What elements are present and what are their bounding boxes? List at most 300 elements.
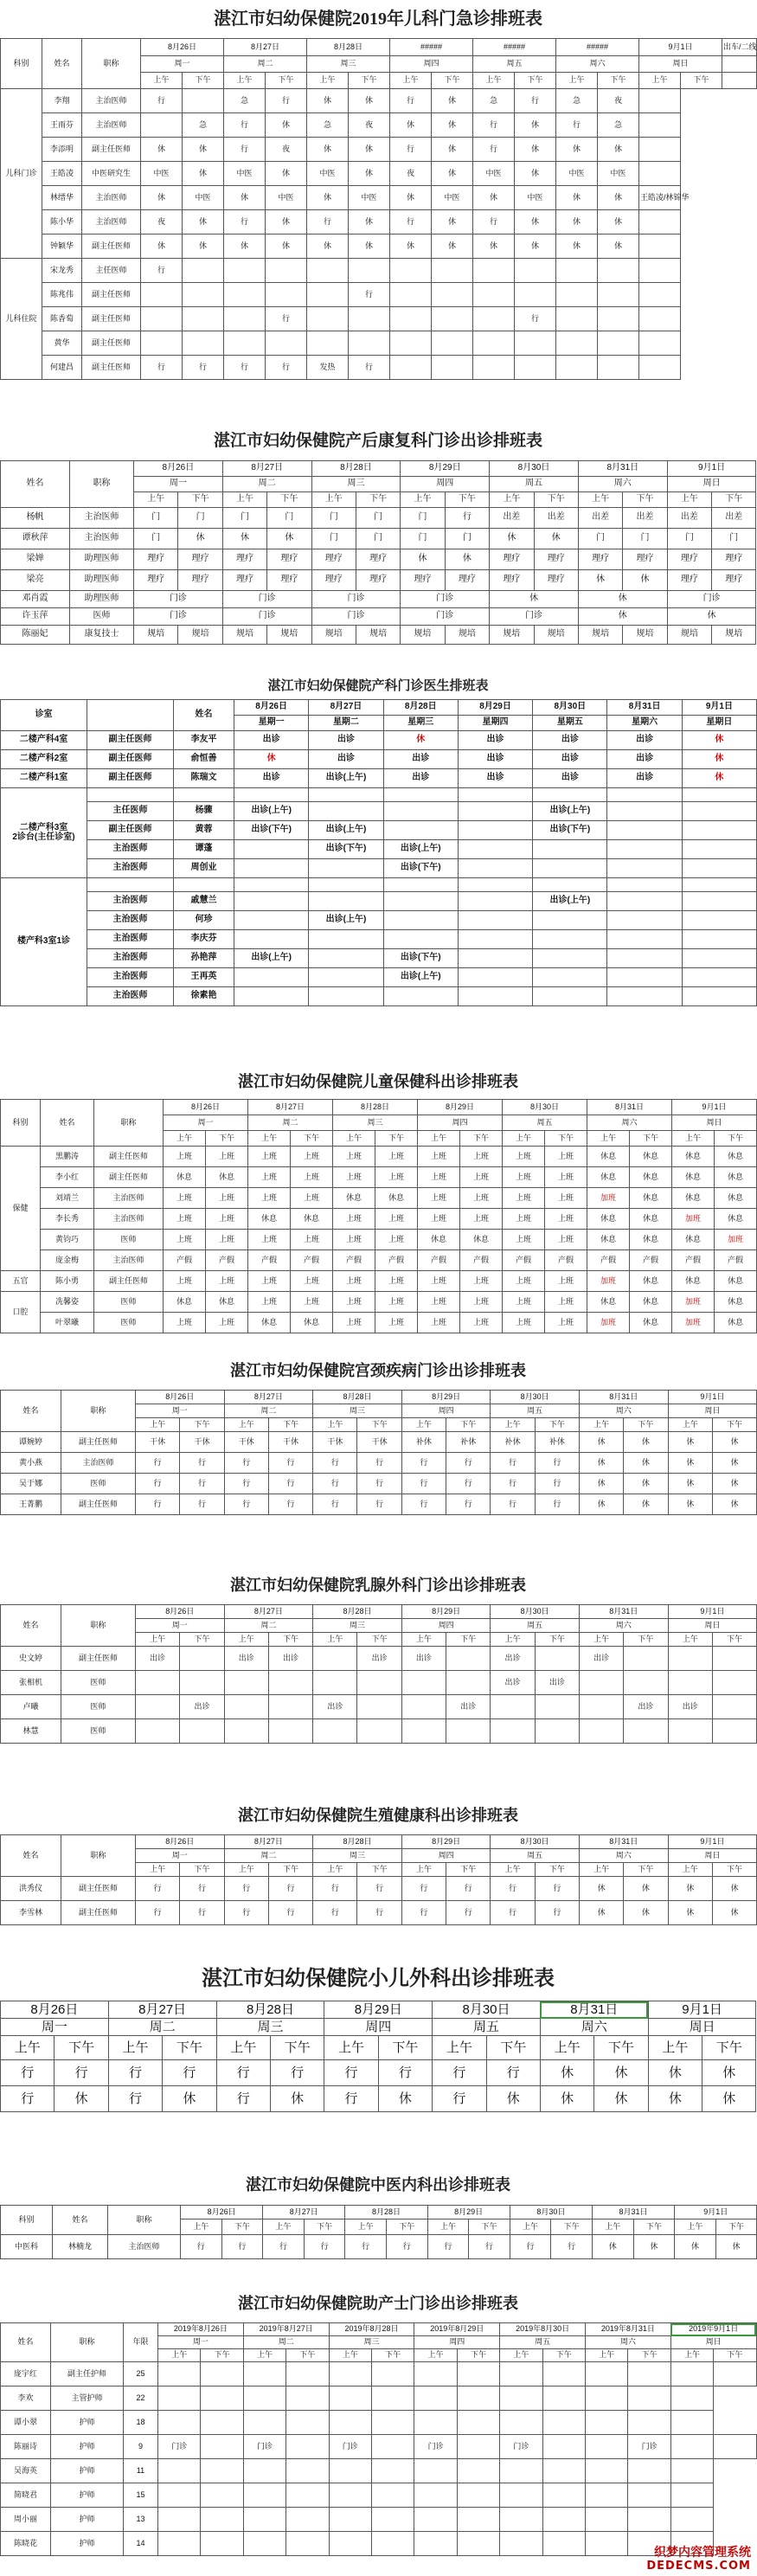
schedule-cell (234, 892, 309, 911)
cell (87, 878, 174, 892)
schedule-cell (234, 930, 309, 949)
schedule-cell: 行 (313, 1494, 357, 1515)
site-watermark (646, 2547, 751, 2573)
schedule-cell: 休 (307, 89, 349, 113)
col-header: 姓名 (1, 1835, 61, 1877)
schedule-cell: 门 (667, 529, 711, 549)
child-health-schedule-title: 湛江市妇幼保健院儿童保健科出诊排班表 (238, 1073, 518, 1090)
col-header: 姓名 (1, 1391, 61, 1432)
schedule-cell: 休 (141, 234, 183, 259)
schedule-cell (329, 2532, 371, 2556)
schedule-cell: 上班 (375, 1209, 418, 1230)
half-day-header: 下午 (457, 2349, 499, 2362)
schedule-cell (670, 2483, 713, 2508)
table-row (1, 356, 757, 380)
name-cell: 黑鹏涛 (41, 1147, 94, 1167)
schedule-cell: 上班 (503, 1167, 545, 1188)
name-cell: 李长秀 (41, 1209, 94, 1230)
schedule-cell: 行 (181, 2235, 222, 2259)
date-header: 8月27日 (224, 1605, 313, 1619)
half-day-header: 下午 (446, 1863, 491, 1877)
schedule-cell (309, 968, 383, 987)
title-cell: 副主任医师 (94, 1271, 164, 1292)
col-header: 职称 (82, 39, 141, 89)
schedule-cell: 行 (307, 210, 349, 234)
schedule-cell: 出诊(上午) (309, 911, 383, 930)
breast-schedule-title: 湛江市妇幼保健院乳腺外科门诊出诊排班表 (230, 1577, 526, 1594)
room-cell: 楼产科3室1诊 (1, 878, 87, 1006)
title-cell: 主治医师 (94, 1188, 164, 1209)
weekday-header: 周二 (224, 1619, 313, 1633)
schedule-cell: 出差 (534, 508, 578, 529)
schedule-cell (670, 2411, 713, 2435)
date-header: 8月30日 (533, 700, 607, 716)
table-row (1, 1901, 757, 1925)
schedule-cell: 出诊 (401, 1647, 446, 1671)
table-row (1, 802, 757, 821)
date-header: 8月29日 (401, 1605, 491, 1619)
title-cell: 护师 (51, 2459, 124, 2483)
half-day-header: 下午 (375, 1131, 418, 1147)
schedule-cell: 休息 (630, 1313, 672, 1333)
name-cell: 叶翠曦 (41, 1313, 94, 1333)
schedule-cell (141, 331, 183, 356)
weekday-header: 周一 (1, 2019, 109, 2036)
name-cell: 张相机 (1, 1671, 61, 1695)
schedule-cell: 休息 (164, 1167, 206, 1188)
schedule-cell (183, 307, 224, 331)
schedule-cell: 行 (378, 2060, 432, 2086)
schedule-cell: 行 (163, 2060, 216, 2086)
schedule-cell: 休 (349, 89, 390, 113)
schedule-cell: 规培 (712, 626, 756, 645)
schedule-cell: 休 (307, 234, 349, 259)
schedule-cell (243, 2483, 285, 2508)
half-day-header: 上午 (224, 73, 266, 89)
schedule-cell: 出诊(下午) (309, 840, 383, 859)
schedule-cell: 门 (311, 508, 356, 529)
schedule-cell (201, 2411, 243, 2435)
schedule-cell: 休息 (630, 1167, 672, 1188)
weekday-header: 周四 (401, 1849, 491, 1863)
table-row (1, 508, 756, 529)
schedule-cell (628, 2459, 670, 2483)
date-header: 2019年8月27日 (243, 2323, 329, 2336)
name-cell: 李小红 (41, 1167, 94, 1188)
schedule-cell: 中医 (432, 186, 473, 210)
schedule-cell (243, 2411, 285, 2435)
schedule-cell: 夜 (598, 89, 639, 113)
schedule-cell: 休 (490, 591, 579, 608)
tcm-schedule-section (0, 2165, 756, 2259)
schedule-cell: 行 (324, 2060, 378, 2086)
half-day-header: 下午 (446, 1418, 491, 1432)
half-day-header: 上午 (427, 2219, 469, 2235)
half-day-header: 下午 (357, 1418, 401, 1432)
schedule-cell (224, 283, 266, 307)
schedule-cell (286, 2411, 329, 2435)
schedule-cell: 行 (263, 2235, 305, 2259)
schedule-cell: 休 (712, 1453, 756, 1474)
schedule-cell: 休息 (715, 1271, 757, 1292)
title-cell: 副主任医师 (82, 356, 141, 380)
date-header: 8月28日 (313, 1605, 402, 1619)
schedule-cell: 行 (136, 1453, 180, 1474)
name-cell: 陈兆伟 (42, 283, 82, 307)
schedule-cell: 上班 (545, 1292, 587, 1313)
midwife-schedule-title: 湛江市妇幼保健院助产士门诊出诊排班表 (238, 2295, 518, 2312)
schedule-cell: 行 (270, 2060, 324, 2086)
schedule-cell: 休 (540, 2060, 593, 2086)
half-day-header: 上午 (1, 2036, 55, 2060)
schedule-cell (628, 2411, 670, 2435)
schedule-cell (682, 911, 756, 930)
title-cell: 主治医师 (82, 113, 141, 138)
schedule-cell: 行 (491, 1901, 535, 1925)
schedule-cell (401, 1719, 446, 1744)
schedule-cell (607, 859, 682, 878)
schedule-cell: 门诊 (311, 591, 401, 608)
schedule-cell (201, 2435, 243, 2459)
date-header: 8月31日 (579, 1835, 668, 1849)
schedule-cell (556, 331, 598, 356)
col-header: 职称 (61, 1605, 136, 1647)
weekday-header: 周五 (500, 2336, 586, 2349)
schedule-cell: 休 (540, 2086, 593, 2112)
schedule-cell (313, 1647, 357, 1671)
schedule-cell: 休 (579, 1432, 623, 1453)
schedule-cell: 上班 (164, 1313, 206, 1333)
rehab-schedule-section (0, 422, 756, 645)
schedule-cell: 产假 (375, 1250, 418, 1271)
date-header: 8月30日 (491, 1391, 580, 1404)
date-header: 8月26日 (164, 1100, 248, 1115)
schedule-cell: 出诊(上午) (309, 769, 383, 788)
half-day-header: 上午 (248, 1131, 291, 1147)
name-cell: 陈香萄 (42, 307, 82, 331)
schedule-cell: 出诊(下午) (383, 949, 458, 968)
col-header: 出车/二线 (722, 39, 757, 56)
reproductive-schedule-title: 湛江市妇幼保健院生殖健康科出诊排班表 (238, 1807, 518, 1824)
schedule-cell: 门 (578, 529, 622, 549)
name-cell: 邓肖霞 (1, 591, 70, 608)
schedule-cell: 休 (579, 1901, 623, 1925)
schedule-cell (371, 2483, 414, 2508)
schedule-cell: 14 (124, 2532, 158, 2556)
schedule-cell: 上班 (375, 1167, 418, 1188)
date-header: 8月27日 (224, 1835, 313, 1849)
schedule-cell (158, 2386, 201, 2411)
schedule-cell: 行 (491, 1877, 535, 1901)
schedule-cell: 出诊(下午) (533, 821, 607, 840)
date-header: 8月30日 (490, 461, 579, 477)
schedule-cell: 行 (268, 1877, 312, 1901)
schedule-cell: 上班 (460, 1313, 503, 1333)
schedule-cell: 加班 (672, 1313, 715, 1333)
schedule-cell: 理疗 (222, 549, 266, 570)
date-header: 8月28日 (216, 2001, 324, 2019)
col-header: 姓名 (41, 1100, 94, 1147)
table-row (1, 89, 757, 113)
schedule-cell: 行 (390, 89, 432, 113)
weekday-header: 周六 (556, 56, 639, 73)
schedule-cell (639, 356, 681, 380)
table-row (1, 1877, 757, 1901)
schedule-cell: 休 (624, 1474, 668, 1494)
schedule-cell: 休息 (291, 1313, 333, 1333)
schedule-cell: 出诊 (458, 731, 532, 750)
schedule-cell: 规培 (534, 626, 578, 645)
weekday-header: 周一 (158, 2336, 244, 2349)
reproductive-schedule-section (0, 1796, 756, 1925)
schedule-cell: 出诊 (180, 1695, 224, 1719)
date-header: 8月27日 (108, 2001, 216, 2019)
schedule-cell: 休息 (715, 1147, 757, 1167)
schedule-cell: 休 (307, 186, 349, 210)
schedule-cell: 出诊 (234, 769, 309, 788)
half-day-header: 下午 (630, 1131, 672, 1147)
weekday-header: 周五 (503, 1115, 587, 1131)
schedule-cell (180, 1719, 224, 1744)
half-day-header: 上午 (433, 2036, 486, 2060)
table-row (1, 1313, 757, 1333)
schedule-cell: 行 (535, 1877, 579, 1901)
schedule-cell: 出诊 (458, 750, 532, 769)
title-cell: 副主任医师 (61, 1901, 136, 1925)
schedule-cell: 理疗 (267, 549, 311, 570)
col-header: 姓名 (53, 2206, 108, 2235)
schedule-cell: 门诊 (134, 591, 223, 608)
half-day-header: 上午 (414, 2349, 457, 2362)
schedule-cell (607, 911, 682, 930)
date-header: 8月31日 (540, 2001, 648, 2019)
schedule-cell (243, 2532, 285, 2556)
schedule-cell: 理疗 (311, 549, 356, 570)
schedule-cell: 上班 (418, 1313, 460, 1333)
col-header: 职称 (61, 1391, 136, 1432)
schedule-cell: 出诊 (136, 1647, 180, 1671)
schedule-cell: 干休 (136, 1432, 180, 1453)
schedule-cell: 休 (556, 210, 598, 234)
schedule-cell (533, 968, 607, 987)
schedule-cell: 休 (383, 731, 458, 750)
weekday-header: 周一 (136, 1619, 225, 1633)
schedule-cell: 上班 (206, 1209, 248, 1230)
schedule-cell: 出诊 (533, 769, 607, 788)
half-day-header: 下午 (623, 492, 667, 508)
schedule-cell: 休 (432, 210, 473, 234)
half-day-header: 下午 (628, 2349, 670, 2362)
schedule-cell: 休 (668, 1432, 712, 1453)
dept-cell: 口腔 (1, 1292, 41, 1333)
name-cell: 简晓君 (1, 2483, 51, 2508)
schedule-cell: 王皓凌/林锦华 (639, 186, 681, 210)
col-header: 姓名 (1, 461, 70, 508)
schedule-cell: 规培 (578, 626, 622, 645)
name-cell: 庞宇红 (1, 2362, 51, 2386)
date-header: 2019年8月28日 (329, 2323, 414, 2336)
schedule-cell (329, 2362, 371, 2386)
schedule-cell (141, 113, 183, 138)
schedule-cell (383, 987, 458, 1006)
weekday-header: 周三 (216, 2019, 324, 2036)
pediatric-surgery-table (0, 2001, 756, 2112)
name-cell: 冼馨姿 (41, 1292, 94, 1313)
schedule-cell: 门诊 (628, 2435, 670, 2459)
schedule-cell: 行 (446, 1494, 491, 1515)
schedule-cell: 出诊 (313, 1695, 357, 1719)
half-day-header: 下午 (286, 2349, 329, 2362)
schedule-cell (183, 89, 224, 113)
schedule-cell: 上班 (206, 1230, 248, 1250)
col-header: 科别 (1, 39, 42, 89)
date-header: 9月1日 (668, 1605, 757, 1619)
title-cell: 副主任医师 (87, 821, 174, 840)
schedule-cell: 行 (266, 89, 307, 113)
schedule-cell: 出诊 (446, 1695, 491, 1719)
date-header: 8月27日 (222, 461, 311, 477)
schedule-cell: 行 (510, 2235, 551, 2259)
schedule-cell: 加班 (672, 1209, 715, 1230)
cell (383, 878, 458, 892)
date-header: 8月29日 (324, 2001, 433, 2019)
title-cell: 医师 (61, 1671, 136, 1695)
schedule-cell: 加班 (587, 1188, 630, 1209)
schedule-cell: 上班 (418, 1147, 460, 1167)
title-cell: 助理医师 (70, 591, 134, 608)
schedule-cell (266, 259, 307, 283)
tcm-schedule-table (0, 2205, 757, 2259)
col-header: 职称 (70, 461, 134, 508)
cell (533, 878, 607, 892)
schedule-cell: 休 (515, 138, 556, 162)
schedule-cell (243, 2459, 285, 2483)
date-header: 8月26日 (1, 2001, 109, 2019)
half-day-header: 上午 (164, 1131, 206, 1147)
table-row (1, 2060, 756, 2086)
half-day-header: 上午 (491, 1633, 535, 1647)
schedule-cell (401, 1695, 446, 1719)
schedule-cell (201, 2386, 243, 2411)
schedule-cell: 休 (270, 2086, 324, 2112)
schedule-cell: 产假 (503, 1250, 545, 1271)
table-row (1, 840, 757, 859)
schedule-cell: 休 (267, 529, 311, 549)
name-cell: 洪秀仪 (1, 1877, 61, 1901)
schedule-cell: 中医 (266, 186, 307, 210)
weekday-header: 周一 (141, 56, 224, 73)
half-day-header: 上午 (401, 492, 445, 508)
weekday-header: 周四 (418, 1115, 503, 1131)
schedule-cell: 门 (712, 529, 756, 549)
schedule-cell (458, 859, 532, 878)
schedule-cell: 上班 (164, 1147, 206, 1167)
table-row (1, 987, 757, 1006)
watermark-line2: DEDECMS.COM (646, 2559, 751, 2573)
schedule-cell: 行 (268, 1453, 312, 1474)
title-cell: 副主任医师 (87, 769, 174, 788)
half-day-header: 上午 (307, 73, 349, 89)
half-day-header: 下午 (304, 2219, 345, 2235)
schedule-cell: 上班 (333, 1292, 375, 1313)
col-header: 职称 (108, 2206, 181, 2235)
name-cell: 李添明 (42, 138, 82, 162)
schedule-cell: 上班 (164, 1271, 206, 1292)
schedule-cell: 急 (183, 113, 224, 138)
table-row (1, 1292, 757, 1313)
half-day-header: 下午 (180, 1863, 224, 1877)
schedule-cell: 休 (702, 2086, 756, 2112)
schedule-cell: 上班 (545, 1147, 587, 1167)
half-day-header: 下午 (712, 492, 756, 508)
schedule-cell: 休 (473, 234, 515, 259)
date-header: 2019年8月31日 (585, 2323, 670, 2336)
schedule-cell: 产假 (206, 1250, 248, 1271)
cell (722, 56, 757, 73)
schedule-cell: 理疗 (311, 570, 356, 591)
half-day-header: 上午 (668, 1418, 712, 1432)
weekday-header: 周五 (433, 2019, 541, 2036)
schedule-cell (556, 307, 598, 331)
schedule-cell: 行 (473, 210, 515, 234)
half-day-header: 下午 (633, 2219, 675, 2235)
half-day-header: 上午 (136, 1633, 180, 1647)
tcm-schedule-title: 湛江市妇幼保健院中医内科出诊排班表 (246, 2176, 510, 2194)
title-cell: 医师 (94, 1313, 164, 1333)
half-day-header: 下午 (357, 1633, 401, 1647)
date-header: 8月31日 (592, 2206, 674, 2219)
schedule-cell (515, 259, 556, 283)
table-row (1, 307, 757, 331)
schedule-cell: 休 (486, 2086, 540, 2112)
name-cell: 王皓凌 (42, 162, 82, 186)
title-cell: 副主任护师 (51, 2362, 124, 2386)
half-day-header: 上午 (216, 2036, 270, 2060)
breast-schedule-table (0, 1604, 757, 1744)
schedule-cell (141, 307, 183, 331)
weekday-header: 星期五 (533, 716, 607, 731)
half-day-header: 下午 (624, 1418, 668, 1432)
half-day-header: 上午 (667, 492, 711, 508)
name-cell: 庞金梅 (41, 1250, 94, 1271)
schedule-cell (670, 2508, 713, 2532)
half-day-header: 上午 (181, 2219, 222, 2235)
table-row (1, 821, 757, 840)
name-cell: 李庆芬 (174, 930, 234, 949)
weekday-header: 周六 (579, 1404, 668, 1418)
schedule-cell: 产假 (164, 1250, 206, 1271)
date-header: 9月1日 (672, 1100, 757, 1115)
half-day-header: 下午 (715, 2219, 757, 2235)
schedule-cell: 上班 (503, 1209, 545, 1230)
schedule-cell (286, 2508, 329, 2532)
schedule-cell: 干休 (357, 1432, 401, 1453)
schedule-cell (624, 1671, 668, 1695)
schedule-cell: 规培 (667, 626, 711, 645)
date-header: ##### (390, 39, 473, 56)
schedule-cell: 产假 (587, 1250, 630, 1271)
schedule-cell: 出诊 (234, 731, 309, 750)
title-cell: 副主任医师 (61, 1647, 136, 1671)
schedule-cell (533, 859, 607, 878)
schedule-cell: 休 (490, 529, 534, 549)
schedule-cell (556, 356, 598, 380)
er-schedule-title: 湛江市妇幼保健院2019年儿科门急诊排班表 (214, 10, 542, 29)
schedule-cell (712, 1719, 756, 1744)
date-header: 8月30日 (491, 1605, 580, 1619)
schedule-cell: 休 (266, 210, 307, 234)
schedule-cell: 急 (224, 89, 266, 113)
